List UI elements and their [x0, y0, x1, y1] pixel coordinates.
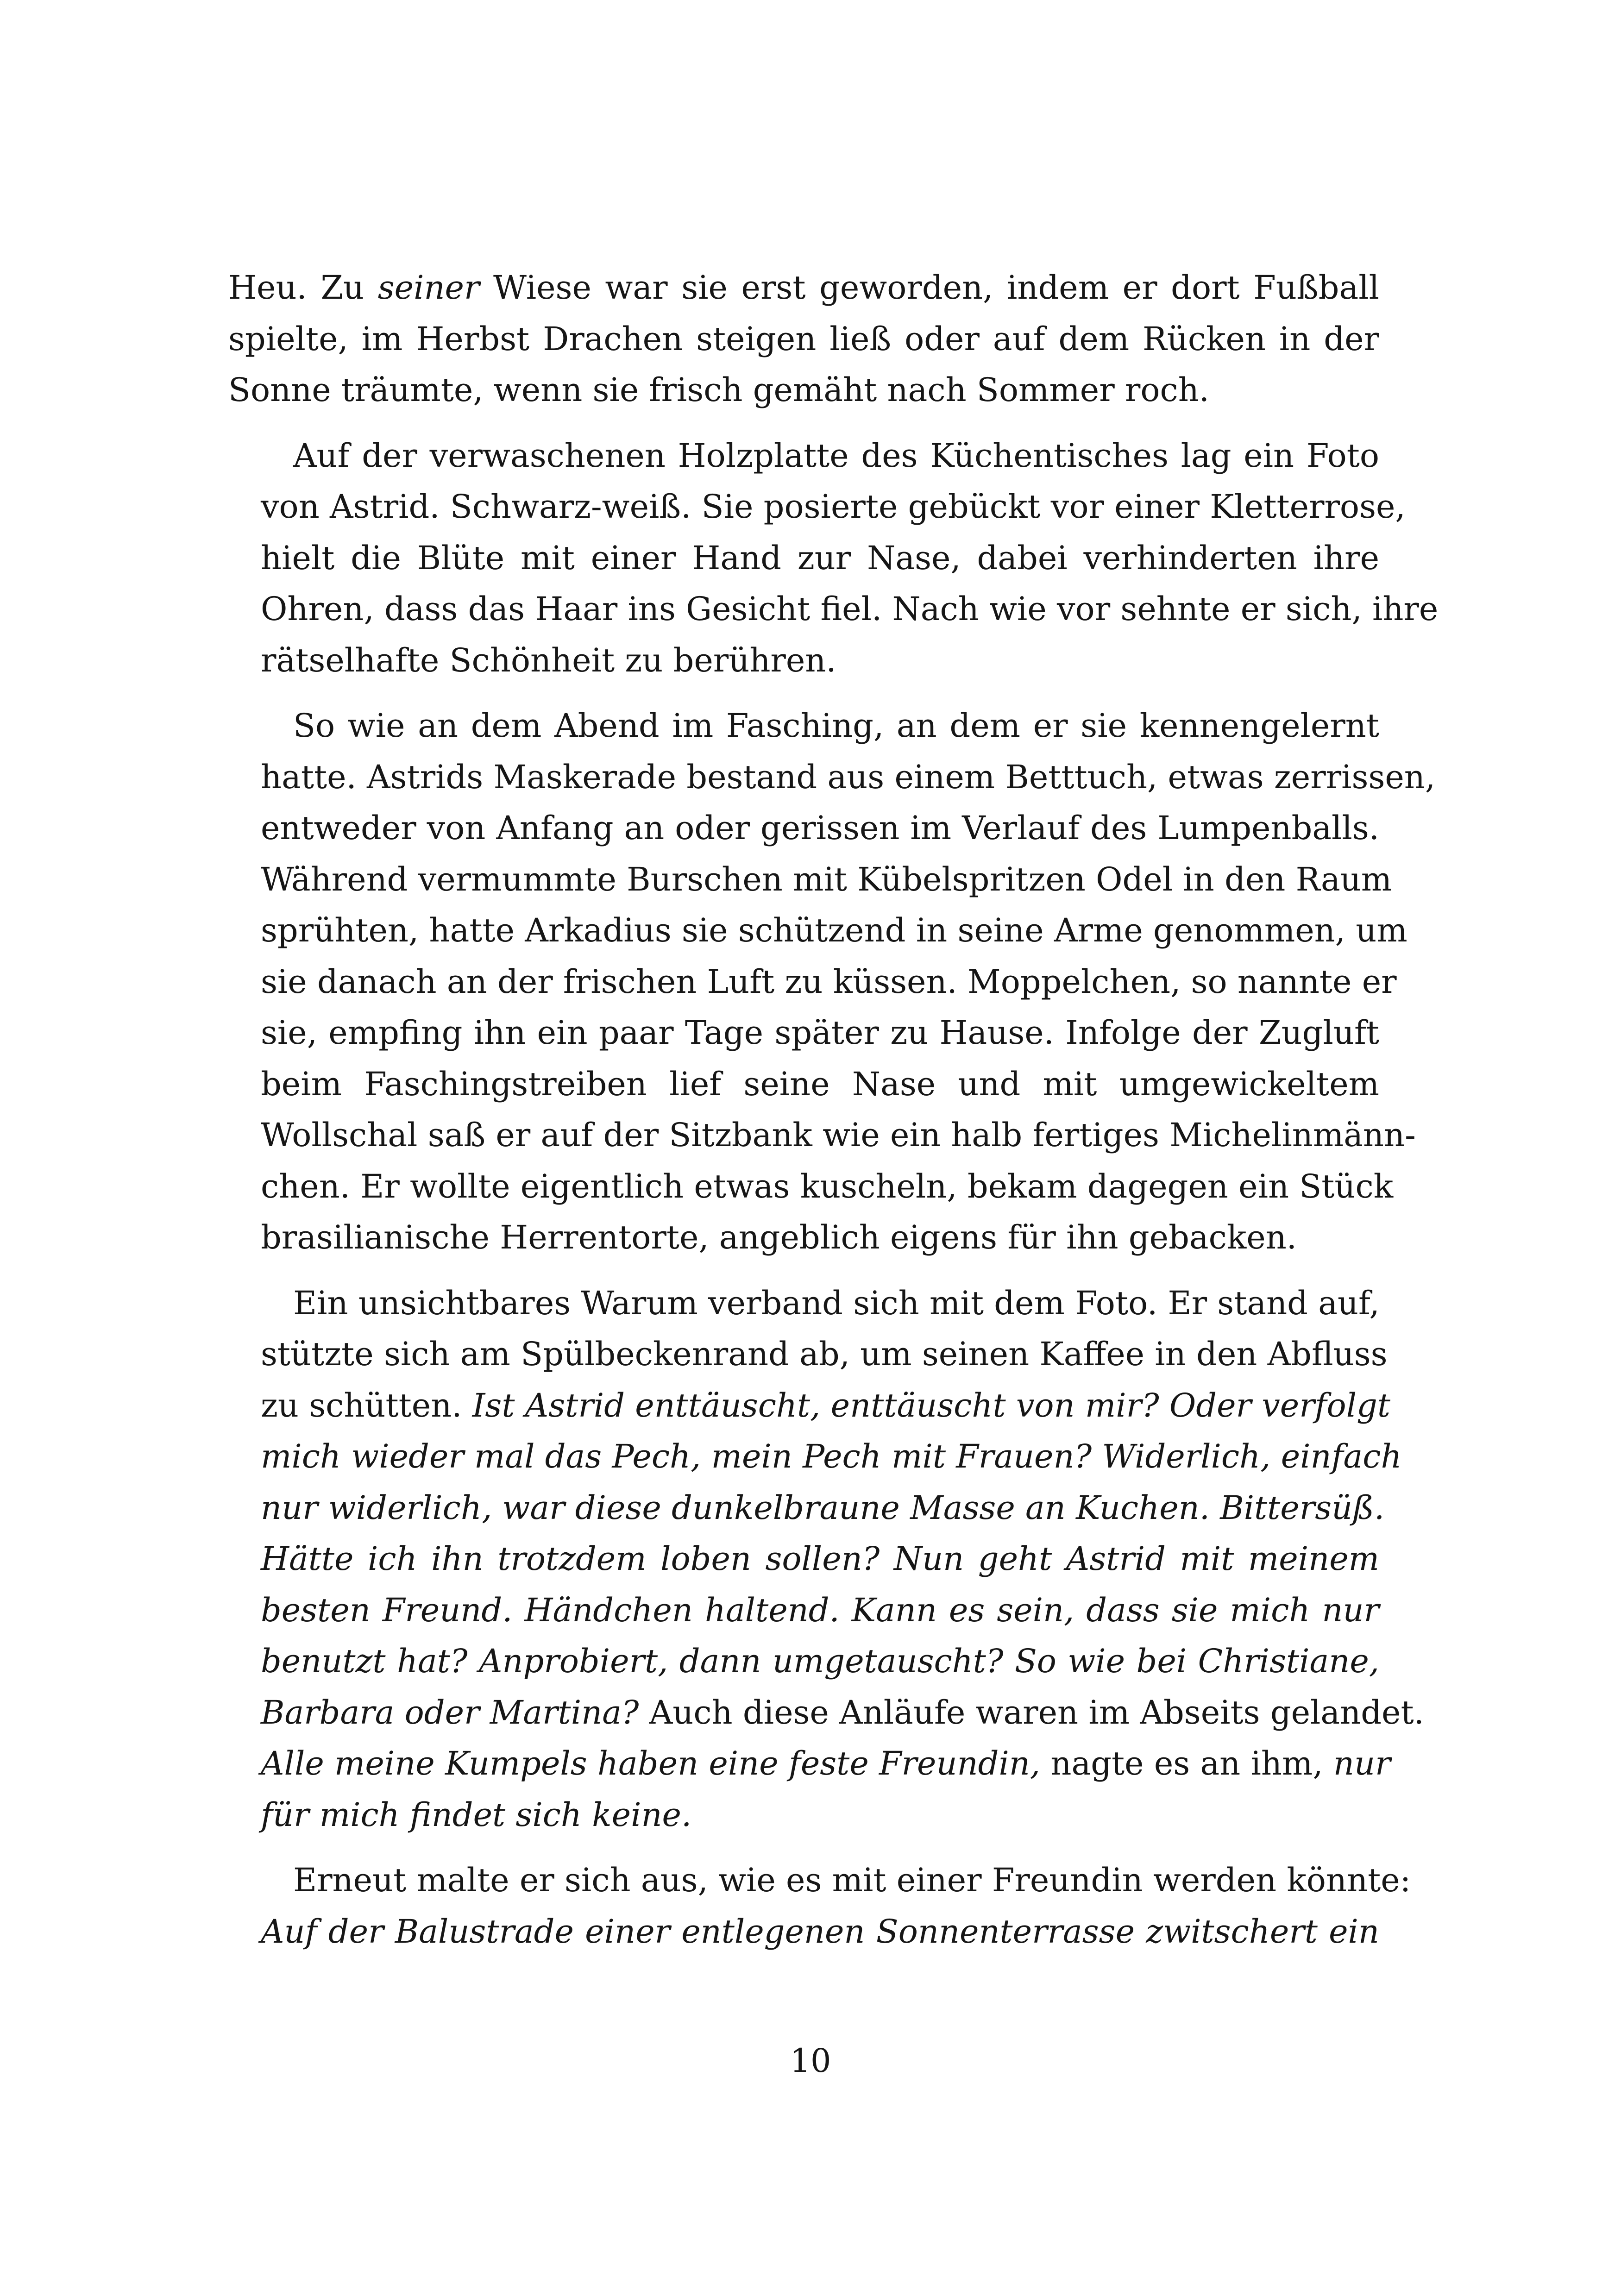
- body-text: [228, 262, 1439, 1957]
- text-line: [228, 364, 1379, 416]
- text-run: Auch diese Anläufe waren im Abseits gelandet.: [639, 1693, 1424, 1731]
- text-run: Heu. Zu: [228, 269, 378, 307]
- text-run: Ohren, dass das Haar ins Gesicht fiel. Nach wie vor sehnte er sich, ihre: [261, 590, 1439, 628]
- text-run: Ein unsichtbares Warum verband sich mit dem Foto. Er stand auf,: [293, 1284, 1380, 1322]
- text-line: [228, 1329, 1388, 1380]
- text-run: Wollschal saß er auf der Sitzbank wie ein halb fertiges Michelinmänn-: [261, 1116, 1416, 1154]
- text-line: [228, 1855, 1411, 1906]
- text-run: sie, empfing ihn ein paar Tage später zu Hause. Infolge der Zugluft: [261, 1014, 1379, 1052]
- italic-text-run: Barbara oder Martina?: [261, 1693, 639, 1731]
- text-line: [228, 1278, 1379, 1329]
- text-line: [228, 1482, 1385, 1534]
- text-line: [228, 1431, 1402, 1482]
- paragraph: [228, 1855, 1411, 1957]
- text-line: [228, 1110, 1416, 1161]
- text-line: [228, 1906, 1379, 1957]
- italic-text-run: Auf der Balustrade einer entlegenen Sonnenterrasse zwitschert ein: [261, 1912, 1379, 1951]
- page-number: 10: [790, 2042, 831, 2080]
- paragraph: [228, 430, 1439, 686]
- text-run: Sonne träumte, wenn sie frisch gemäht nach Sommer roch.: [228, 371, 1210, 409]
- italic-text-run: Alle meine Kumpels haben eine feste Freundin,: [261, 1744, 1041, 1782]
- italic-text-run: besten Freund. Händchen haltend. Kann es sein, dass sie mich nur: [261, 1591, 1379, 1629]
- italic-text-run: Ist Astrid enttäuscht, enttäuscht von mir? Oder verfolgt: [472, 1386, 1391, 1424]
- italic-text-run: nur: [1333, 1744, 1391, 1782]
- text-line: [228, 583, 1439, 635]
- text-line: [228, 1636, 1379, 1687]
- text-line: [228, 1380, 1391, 1431]
- italic-text-run: benutzt hat? Anprobiert, dann umgetauscht? So wie bei Christiane,: [261, 1642, 1379, 1680]
- text-line: [228, 905, 1407, 956]
- text-run: stützte sich am Spülbeckenrand ab, um seinen Kaffee in den Abfluss: [261, 1335, 1388, 1373]
- text-run: nagte es an ihm,: [1040, 1744, 1333, 1782]
- text-line: [228, 430, 1379, 482]
- text-run: brasilianische Herrentorte, angeblich eigens für ihn gebacken.: [261, 1218, 1297, 1256]
- text-line: [228, 481, 1406, 533]
- text-run: Auf der verwaschenen Holzplatte des Küchentisches lag ein Foto: [293, 436, 1379, 475]
- italic-text-run: mich wieder mal das Pech, mein Pech mit Frauen? Widerlich, einfach: [261, 1437, 1402, 1475]
- paragraph: [228, 262, 1379, 416]
- text-line: [228, 533, 1379, 584]
- text-line: [228, 854, 1392, 905]
- text-line: [228, 1212, 1379, 1263]
- text-run: Während vermummte Burschen mit Kübelspritzen Odel in den Raum: [261, 860, 1392, 898]
- text-line: [228, 635, 1379, 686]
- text-line: [228, 803, 1379, 854]
- text-line: [228, 262, 1379, 314]
- text-line: [228, 1533, 1379, 1585]
- italic-text-run: seiner: [377, 269, 480, 307]
- text-line: [228, 956, 1397, 1008]
- text-line: [228, 1007, 1379, 1059]
- italic-text-run: Hätte ich ihn trotzdem loben sollen? Nun geht Astrid mit meinem: [261, 1540, 1379, 1578]
- text-run: hielt die Blüte mit einer Hand zur Nase, dabei verhinderten ihre: [261, 539, 1379, 577]
- text-run: sprühten, hatte Arkadius sie schützend in seine Arme genommen, um: [261, 911, 1407, 949]
- italic-text-run: für mich findet sich keine.: [261, 1795, 692, 1834]
- text-run: Erneut malte er sich aus, wie es mit einer Freundin werden könnte:: [293, 1861, 1411, 1899]
- text-run: beim Faschingstreiben lief seine Nase und mit umgewickeltem: [261, 1065, 1379, 1103]
- text-run: So wie an dem Abend im Fasching, an dem er sie kennengelernt: [293, 707, 1379, 745]
- text-run: Wiese war sie erst geworden, indem er dort Fußball: [479, 269, 1380, 307]
- text-line: [228, 1161, 1394, 1212]
- text-line: [228, 700, 1379, 752]
- italic-text-run: nur widerlich, war diese dunkelbraune Masse an Kuchen. Bittersüß.: [261, 1488, 1385, 1527]
- paragraph: [228, 1278, 1424, 1841]
- text-line: [228, 314, 1379, 365]
- text-line: [228, 752, 1436, 803]
- text-line: [228, 1687, 1424, 1738]
- paragraph: [228, 700, 1436, 1263]
- text-run: von Astrid. Schwarz-weiß. Sie posierte gebückt vor einer Kletterrose,: [261, 488, 1406, 526]
- text-run: spielte, im Herbst Drachen steigen ließ oder auf dem Rücken in der: [228, 320, 1379, 358]
- text-line: [228, 1789, 1379, 1841]
- text-line: [228, 1585, 1379, 1636]
- text-line: [228, 1059, 1379, 1110]
- text-line: [228, 1738, 1391, 1789]
- text-run: sie danach an der frischen Luft zu küssen. Moppelchen, so nannte er: [261, 962, 1397, 1001]
- text-run: zu schütten.: [261, 1386, 472, 1424]
- text-run: hatte. Astrids Maskerade bestand aus einem Betttuch, etwas zerrissen,: [261, 758, 1436, 796]
- text-run: rätselhafte Schönheit zu berühren.: [261, 641, 836, 679]
- text-run: chen. Er wollte eigentlich etwas kuscheln, bekam dagegen ein Stück: [261, 1167, 1394, 1205]
- text-run: entweder von Anfang an oder gerissen im Verlauf des Lumpenballs.: [261, 809, 1379, 847]
